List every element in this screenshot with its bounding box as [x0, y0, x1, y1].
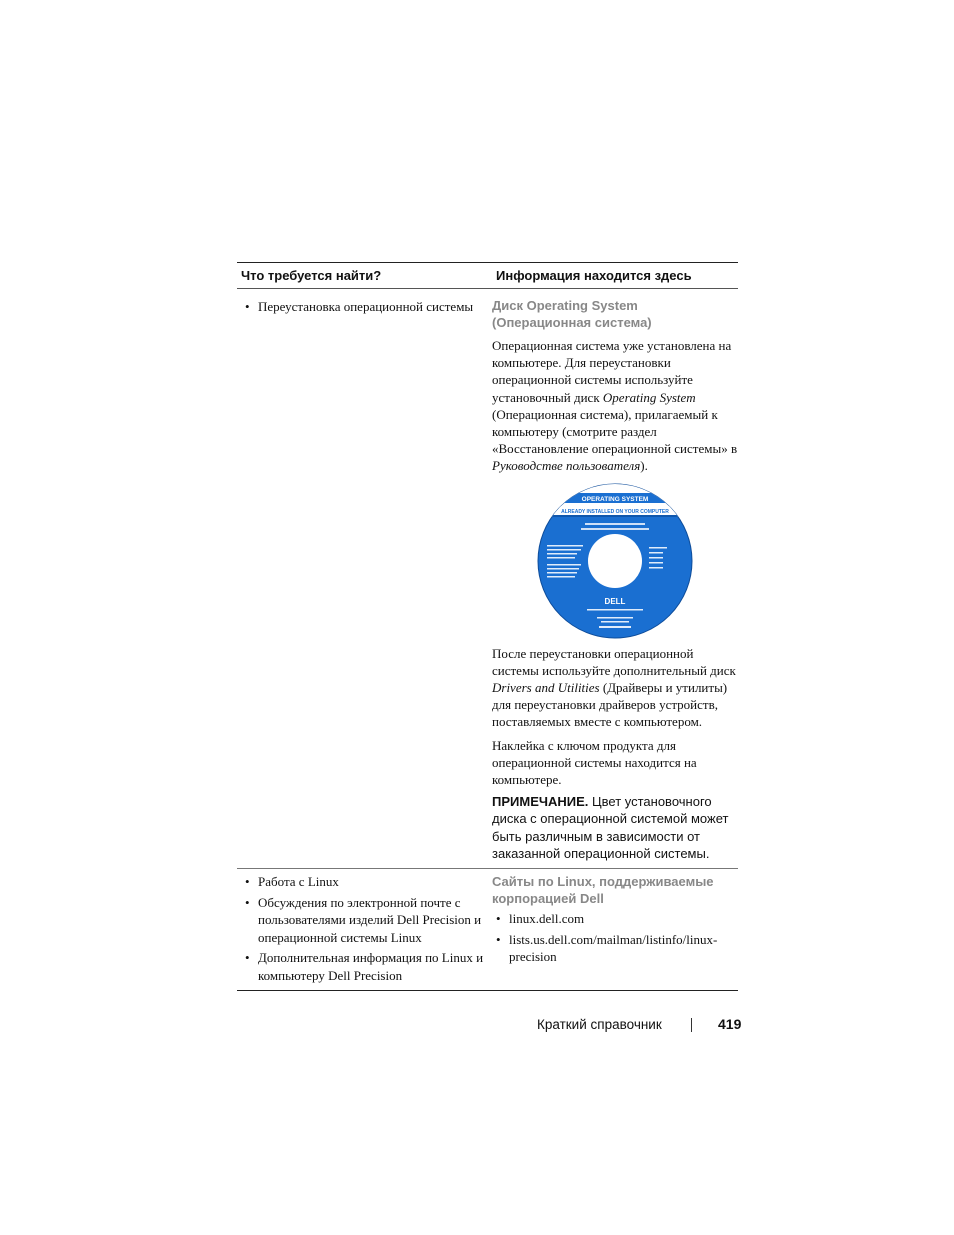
header-col2: Информация находится здесь: [496, 268, 692, 283]
row1-col2: [492, 297, 738, 868]
header-col1: Что требуется найти?: [241, 268, 382, 283]
section-title-linux-sites: Сайты по Linux, поддерживаемые корпорацией Dell: [492, 874, 714, 907]
list-item: • Обсуждения по электронной почте с пользователями изделий Dell Precision и операционной системы Linux: [245, 894, 482, 945]
footer-label: Краткий справочник: [537, 1017, 662, 1032]
row2-col1: [237, 873, 492, 984]
row2-col2: [492, 873, 738, 984]
disc-band-top: OPERATING SYSTEM: [581, 495, 649, 503]
table-row: [237, 289, 738, 868]
row1-col1: [237, 297, 492, 868]
note-label: ПРИМЕЧАНИЕ.: [492, 794, 589, 810]
section-title-os-disc: Диск Operating System (Операционная система): [492, 298, 652, 330]
list-item: • Дополнительная информация по Linux и компьютеру Dell Precision: [245, 950, 484, 983]
list-item: • Работа с Linux: [245, 874, 339, 890]
footer-separator: [691, 1018, 692, 1032]
table-row: [237, 869, 738, 990]
info-table: [237, 262, 738, 991]
note-text: Цвет установочного диска с операционной системой может быть различным в зависимости от заказанной операционной системы.: [492, 794, 729, 861]
cd-disc-icon: [537, 483, 693, 639]
disc-brand: DELL: [604, 596, 626, 606]
link-linux-dell[interactable]: • linux.dell.com: [496, 911, 585, 927]
page-number: 419: [718, 1016, 742, 1032]
table-header: [237, 263, 738, 289]
os-disc-paragraph: Операционная система уже установлена на компьютере. Для переустановки операционной системы используйте установочный диск Operating System (Операционная система), прилагаемый к компьютеру (смотрите раздел «Восстановление операционной системы» в Руководстве пользователя).: [492, 338, 738, 474]
list-item: • Переустановка операционной системы: [245, 299, 474, 314]
product-key-paragraph: Наклейка с ключом продукта для операционной системы находится на компьютере.: [492, 737, 697, 788]
os-disc-image: [537, 483, 693, 639]
page-footer: [0, 1014, 954, 1038]
table-bottom-rule: [237, 990, 738, 991]
drivers-paragraph: После переустановки операционной системы используйте дополнительный диск Drivers and Utilities (Драйверы и утилиты) для переустановки драйверов устройств, поставляемых вместе с компьютером.: [492, 645, 736, 730]
link-linux-precision-list[interactable]: • lists.us.dell.com/mailman/listinfo/linux-precision: [496, 931, 718, 965]
note-block: [492, 793, 738, 868]
disc-band-sub: ALREADY INSTALLED ON YOUR COMPUTER: [561, 508, 669, 515]
